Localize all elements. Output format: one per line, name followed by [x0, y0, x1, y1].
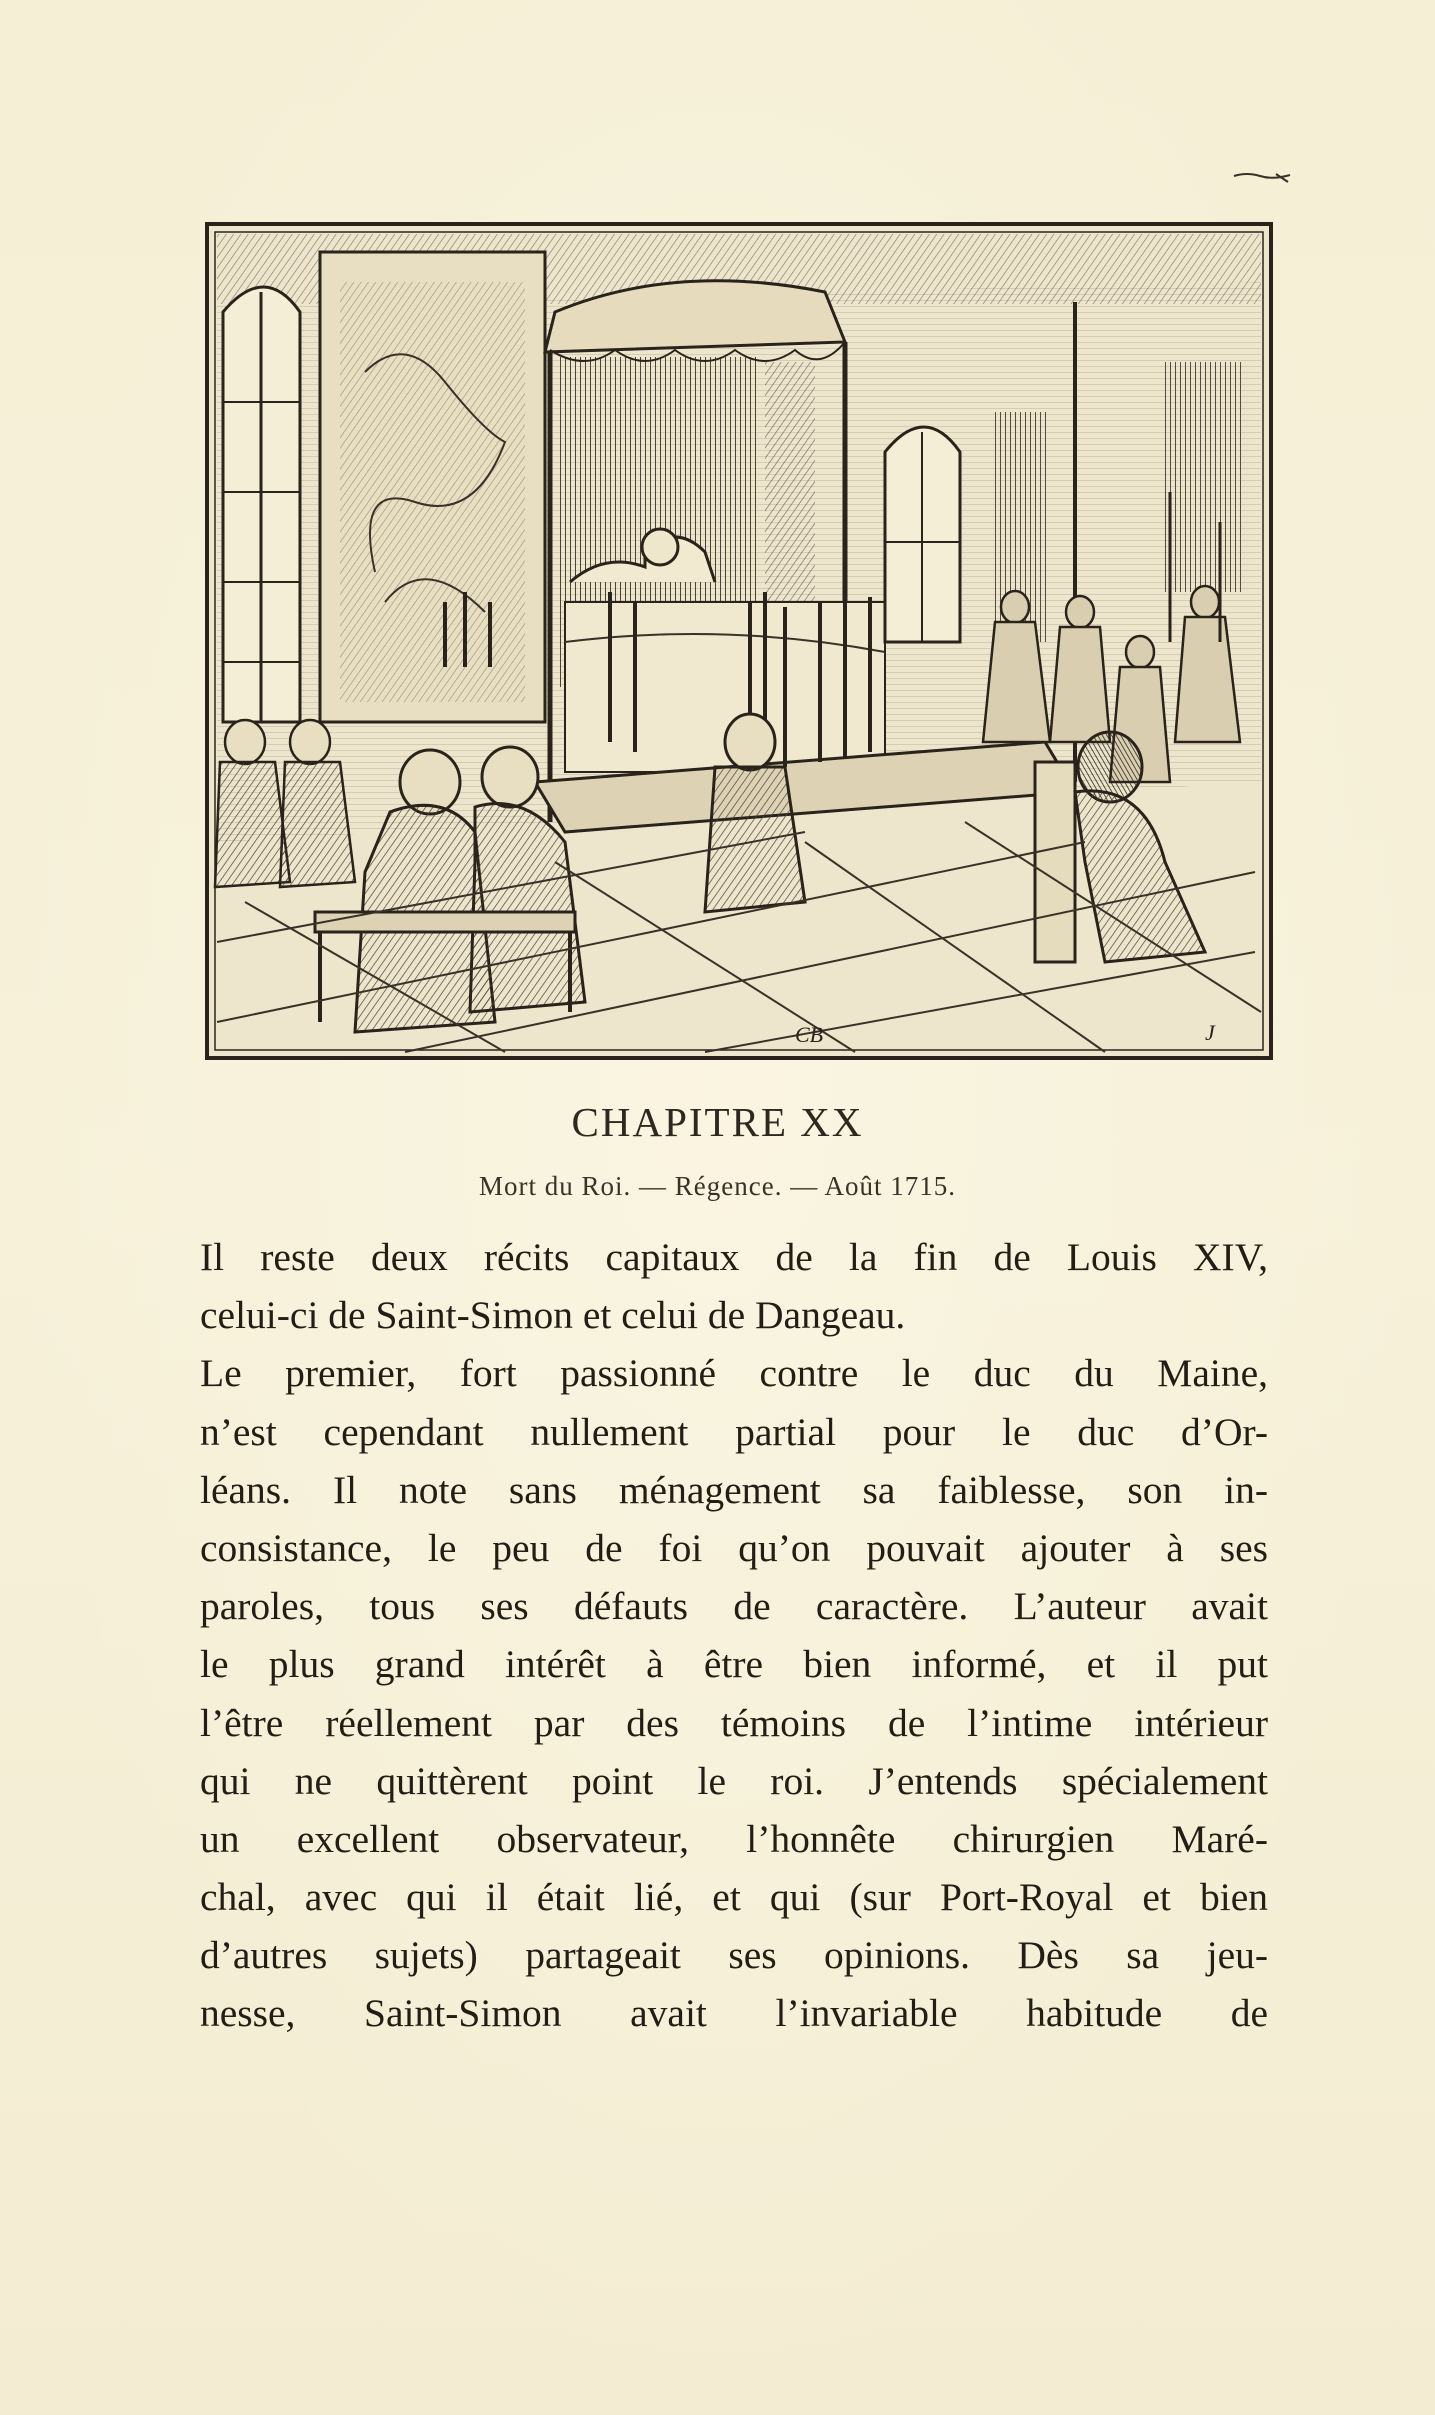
body-text	[200, 1228, 1268, 2043]
artist-signature-left: CB	[795, 1022, 824, 1047]
text-line: Le premier, fort passionné contre le duc du Maine,	[200, 1351, 1268, 1396]
text-line: consistance, le peu de foi qu’on pouvait ajouter à ses	[200, 1525, 1268, 1570]
text-line: nesse, Saint-Simon avait l’invariable habitude de	[200, 1991, 1268, 2036]
text-line: l’être réellement par des témoins de l’intime intérieur	[200, 1700, 1268, 1745]
left-window	[223, 287, 300, 722]
text-line: léans. Il note sans ménagement sa faiblesse, son in-	[200, 1467, 1268, 1512]
deathbed-engraving	[205, 222, 1273, 1060]
corner-ink-mark	[1232, 170, 1292, 184]
deathbed-engraving-icon	[205, 222, 1273, 1060]
text-line: n’est cependant nullement partial pour le duc d’Or-	[200, 1409, 1268, 1454]
chapter-subtitle: Mort du Roi. — Régence. — Août 1715.	[479, 1171, 956, 1201]
text-line: le plus grand intérêt à être bien informé, et il put	[200, 1642, 1268, 1687]
text-line: qui ne quittèrent point le roi. J’entends spécialement	[200, 1758, 1268, 1803]
text-line: chal, avec qui il était lié, et qui (sur Port-Royal et bien	[200, 1875, 1268, 1920]
text-line: un excellent observateur, l’honnête chirurgien Maré-	[200, 1816, 1268, 1861]
chapter-title: CHAPITRE XX	[571, 1099, 864, 1145]
tapestry-panel	[320, 252, 545, 722]
artist-signature-right: J	[1205, 1020, 1215, 1045]
text-line: d’autres sujets) partageait ses opinions. Dès sa jeu-	[200, 1933, 1268, 1978]
text-line: Il reste deux récits capitaux de la fin de Louis XIV,	[200, 1235, 1268, 1279]
text-line: celui-ci de Saint-Simon et celui de Dangeau.	[200, 1293, 906, 1338]
text-line: paroles, tous ses défauts de caractère. L’auteur avait	[200, 1584, 1268, 1629]
